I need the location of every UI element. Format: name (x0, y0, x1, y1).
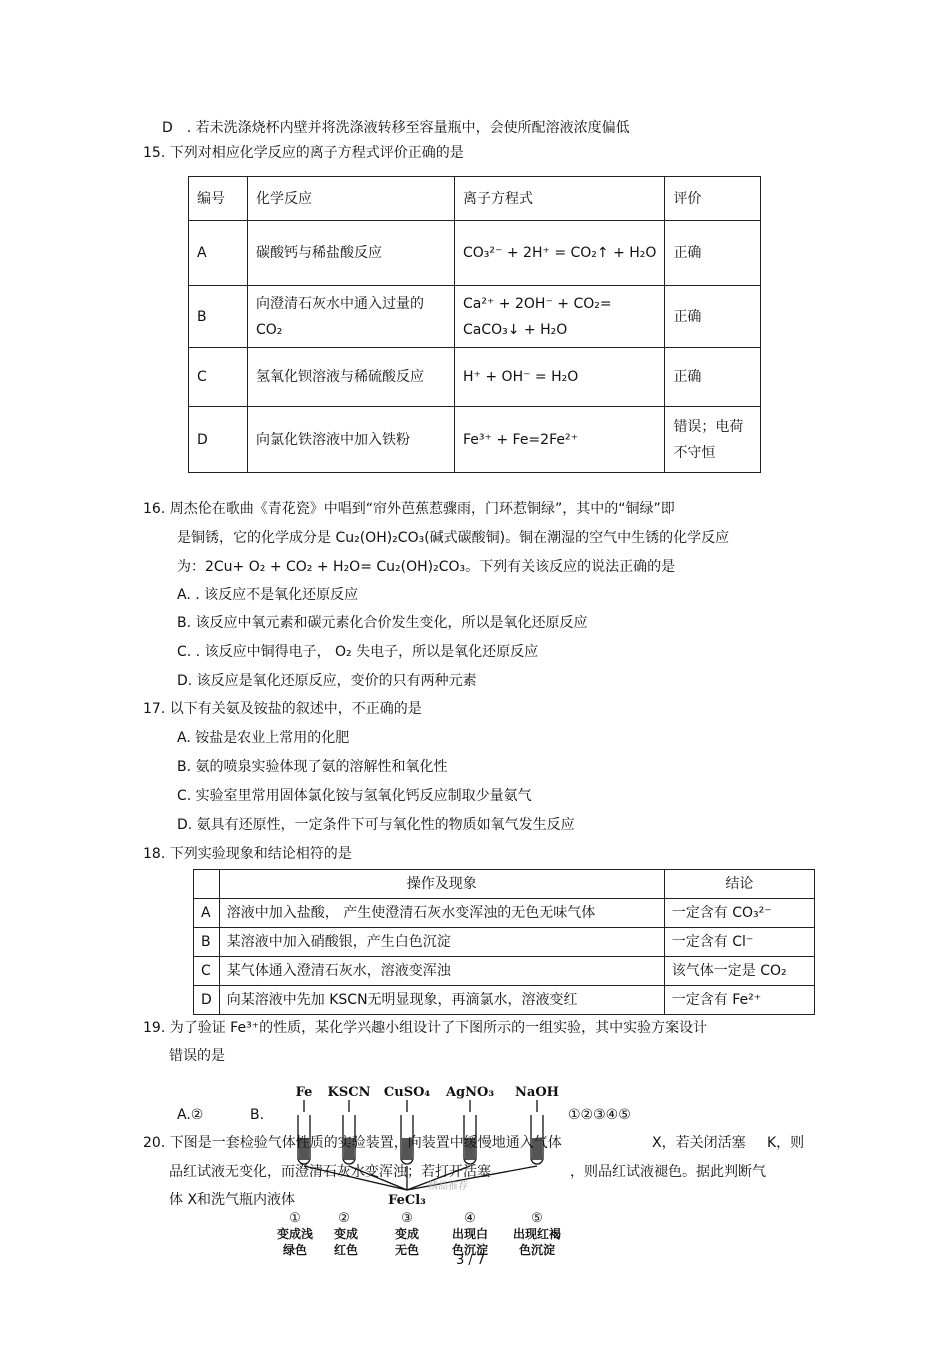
q20-stem-line1b: X，若关闭活塞 (652, 1135, 746, 1151)
reagent-label: Fe (295, 1085, 313, 1100)
table-row (194, 957, 815, 986)
q18-header-operation: 操作及现象 (219, 870, 664, 899)
q15-row-id: D (189, 407, 248, 473)
q18-row-conclusion: 一定含有 Cl⁻ (664, 928, 814, 957)
q15-row-id: B (189, 286, 248, 348)
result-label: 红色 (333, 1243, 359, 1257)
q15-header-reaction: 化学反应 (248, 177, 455, 221)
q15-row-evaluation: 正确 (665, 286, 761, 348)
table-row (189, 221, 761, 286)
q18-row-id: A (194, 899, 220, 928)
result-label: 变成浅 (276, 1227, 314, 1241)
q15-header-evaluation: 评价 (665, 177, 761, 221)
q18-row-id: B (194, 928, 220, 957)
q18-header-conclusion: 结论 (664, 870, 814, 899)
q15-row-reaction: 碳酸钙与稀盐酸反应 (248, 221, 455, 286)
result-label: 变成 (333, 1227, 359, 1241)
table-row (189, 286, 761, 348)
q18-row-operation: 溶液中加入盐酸， 产生使澄清石灰水变浑浊的无色无味气体 (219, 899, 664, 928)
result-label: 变成 (394, 1227, 420, 1241)
q16-option-c: C. . 该反应中铜得电子， O₂ 失电子，所以是氧化还原反应 (177, 644, 539, 660)
q19-option-d: ①②③④⑤ (568, 1107, 631, 1123)
q20-stem-line1a: 20. 下图是一套检验气体性质的实验装置，向装置中缓慢地通入气体 (143, 1135, 562, 1151)
q16-stem-line3: 为：2Cu+ O₂ + CO₂ + H₂O= Cu₂(OH)₂CO₃。下列有关该反应的说法正确的是 (177, 559, 676, 575)
q18-row-conclusion: 一定含有 CO₃²⁻ (664, 899, 814, 928)
q16-option-d: D. 该反应是氧化还原反应，变价的只有两种元素 (177, 673, 477, 689)
q15-row-equation: CO₃²⁻ + 2H⁺ = CO₂↑ + H₂O (455, 221, 665, 286)
q17-option-c: C. 实验室里常用固体氯化铵与氢氧化钙反应制取少量氨气 (177, 788, 532, 804)
q16-stem-line2: 是铜锈，它的化学成分是 Cu₂(OH)₂CO₃(碱式碳酸铜)。铜在潮湿的空气中生锈的化学反应 (177, 530, 730, 546)
result-label: 色沉淀 (451, 1243, 489, 1257)
reagent-label: AgNO₃ (445, 1085, 495, 1100)
q18-row-id: D (194, 986, 220, 1015)
fecl3-label: FeCl₃ (388, 1193, 426, 1208)
q15-row-reaction: 向氯化铁溶液中加入铁粉 (248, 407, 455, 473)
q18-row-conclusion: 一定含有 Fe²⁺ (664, 986, 814, 1015)
tube-number: ② (338, 1211, 350, 1226)
q15-row-equation: Fe³⁺ + Fe=2Fe²⁺ (455, 407, 665, 473)
q18-row-conclusion: 该气体一定是 CO₂ (664, 957, 814, 986)
table-row (194, 899, 815, 928)
q17-stem: 17. 以下有关氨及铵盐的叙述中，不正确的是 (143, 701, 422, 717)
q18-stem: 18. 下列实验现象和结论相符的是 (143, 846, 352, 862)
tube-number: ④ (464, 1211, 476, 1226)
q20-stem-line2a: 品红试液无变化，而澄清石灰水变浑浊；若打开活塞 (169, 1164, 491, 1180)
q14-option-d: D . 若未洗涤烧杯内壁并将洗涤液转移至容量瓶中，会使所配溶液浓度偏低 (162, 120, 630, 136)
q20-stem-line3: 体 X和洗气瓶内液体 (169, 1192, 296, 1208)
q19-stem-line2: 错误的是 (169, 1048, 225, 1064)
q15-stem: 15. 下列对相应化学反应的离子方程式评价正确的是 (143, 145, 464, 161)
q15-row-evaluation: 错误；电荷不守恒 (665, 407, 761, 473)
q15-row-evaluation: 正确 (665, 221, 761, 286)
q18-row-id: C (194, 957, 220, 986)
result-label: 出现白 (451, 1227, 489, 1241)
q20-stem-line1c: K，则 (767, 1135, 805, 1151)
q17-option-d: D. 氨具有还原性，一定条件下可与氧化性的物质如氧气发生反应 (177, 817, 575, 833)
q17-option-a: A. 铵盐是农业上常用的化肥 (177, 730, 350, 746)
q18-row-operation: 某气体通入澄清石灰水，溶液变浑浊 (219, 957, 664, 986)
q19-option-a: A.② (177, 1107, 204, 1123)
result-label: 色沉淀 (518, 1243, 556, 1257)
q16-option-b: B. 该反应中氧元素和碳元素化合价发生变化，所以是氧化还原反应 (177, 615, 588, 631)
q15-row-reaction: 氢氧化钡溶液与稀硫酸反应 (248, 348, 455, 407)
q18-header-blank (194, 870, 220, 899)
page-number: 3 / 7 (456, 1253, 486, 1268)
q15-header-id: 编号 (189, 177, 248, 221)
q15-row-equation: Ca²⁺ + 2OH⁻ + CO₂= CaCO₃↓ + H₂O (455, 286, 665, 348)
q15-row-reaction: 向澄清石灰水中通入过量的CO₂ (248, 286, 455, 348)
result-label: 绿色 (282, 1243, 308, 1257)
reagent-label: NaOH (515, 1085, 559, 1100)
q16-stem-line1: 16. 周杰伦在歌曲《青花瓷》中唱到“帘外芭蕉惹骤雨，门环惹铜绿”，其中的“铜绿”即 (143, 501, 675, 517)
table-row (194, 928, 815, 957)
result-label: 出现红褐 (512, 1227, 562, 1241)
tube-number: ③ (401, 1211, 413, 1226)
reagent-label: CuSO₄ (383, 1085, 431, 1100)
q18-row-operation: 向某溶液中先加 KSCN无明显现象，再滴氯水，溶液变红 (219, 986, 664, 1015)
tube-number: ⑤ (531, 1211, 543, 1226)
q17-option-b: B. 氨的喷泉实验体现了氨的溶解性和氧化性 (177, 759, 448, 775)
q15-header-equation: 离子方程式 (455, 177, 665, 221)
q16-option-a: A. . 该反应不是氧化还原反应 (177, 587, 359, 603)
q18-row-operation: 某溶液中加入硝酸银，产生白色沉淀 (219, 928, 664, 957)
q19-option-b: B. (250, 1107, 265, 1123)
q18-table (193, 869, 815, 1015)
q15-table (188, 176, 761, 473)
table-row (194, 986, 815, 1015)
table-row (189, 407, 761, 473)
table-row (189, 348, 761, 407)
reagent-label: KSCN (327, 1085, 371, 1100)
q15-row-evaluation: 正确 (665, 348, 761, 407)
result-label: 无色 (394, 1243, 420, 1257)
q15-row-id: A (189, 221, 248, 286)
watermark: 精品推荐 (428, 1181, 468, 1192)
q19-stem-line1: 19. 为了验证 Fe³⁺的性质，某化学兴趣小组设计了下图所示的一组实验，其中实验方案设计 (143, 1020, 708, 1036)
q15-row-equation: H⁺ + OH⁻ = H₂O (455, 348, 665, 407)
tube-number: ① (289, 1211, 301, 1226)
q15-row-id: C (189, 348, 248, 407)
q20-stem-line2b: ，则品红试液褪色。据此判断气 (570, 1164, 766, 1180)
